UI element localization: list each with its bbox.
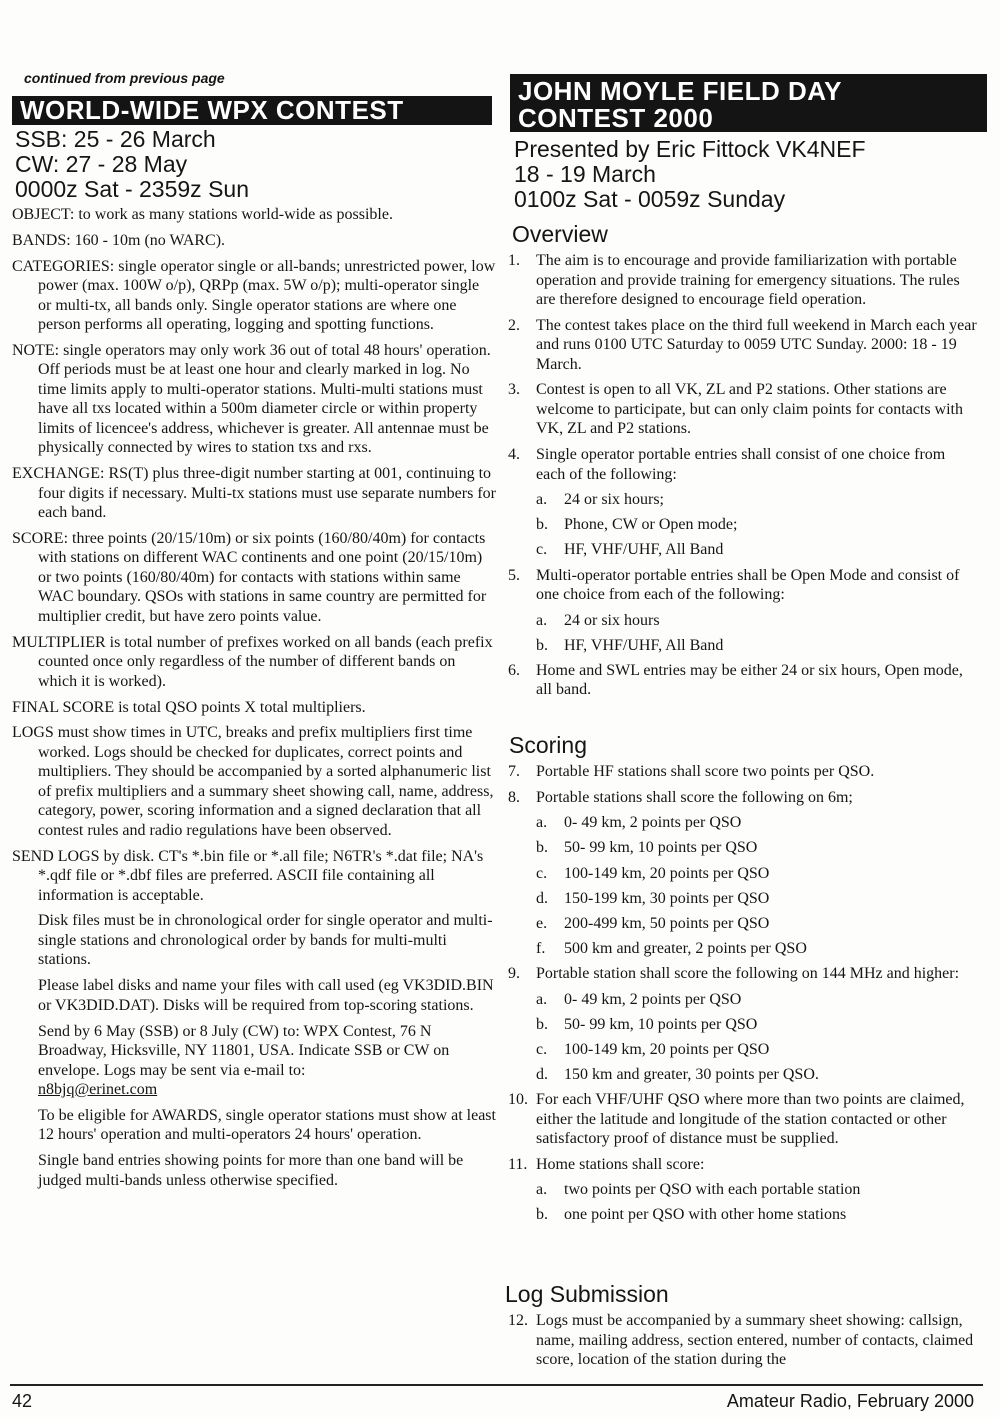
rule-paragraph (12, 464, 496, 523)
section-heading-scoring: Scoring (509, 732, 587, 758)
rule-text: For each VHF/UHF QSO where more than two points are claimed, either the latitude and longitude of the station contacted or other satisfactory proof of distance must be supplied. (536, 1091, 965, 1147)
wpx-contest-dates (15, 127, 249, 202)
wpx-date-line: CW: 27 - 28 May (15, 151, 188, 177)
rule-paragraph-text: NOTE: single operators may only work 36 out of total 48 hours' operation. Off periods must be at least one hour and clearly marked in log. No time limits apply to multi-operator stations. Multi-multi stations must have all txs located within a 500m diameter circle or within property limits of licencee's address, whichever is greater. All antennae must be physically connected by wires to station txs and rxs. (12, 341, 491, 457)
rule-sub-letter: c. (536, 864, 548, 882)
rule-item (508, 964, 978, 984)
rule-sub-letter: a. (536, 491, 548, 509)
rule-number: 3. (508, 381, 520, 399)
rule-paragraph (12, 911, 496, 970)
rule-sub-item (508, 1180, 978, 1200)
rule-paragraph-text: LOGS must show times in UTC, breaks and prefix multipliers first time worked. Logs should be checked for duplicates, correct points and multipliers. They should be accompanied by a sorted alphanumeric list of prefix multipliers and a summary sheet showing call, name, address, category, power, scoring information and a signed declaration that all contest rules and radio regulations have been observed. (12, 724, 494, 839)
rule-number: 11. (508, 1155, 528, 1173)
rule-text: Portable HF stations shall score two points per QSO. (536, 763, 875, 780)
rule-item (508, 380, 978, 439)
rule-sub-item (508, 611, 978, 631)
rule-text: Portable stations shall score the following on 6m; (536, 788, 853, 806)
rule-paragraph-text: SCORE: three points (20/15/10m) or six points (160/80/40m) for contacts with stations on different WAC continents and one point (20/15/10m) or two points (160/80/40m) for contacts with stations within same WAC boundary. QSOs with stations in same country are permitted for multiplier credit, but have zero points value. (12, 529, 487, 625)
rule-sub-item (508, 515, 978, 535)
rule-sub-letter: c. (536, 1040, 548, 1058)
section-heading-overview: Overview (512, 221, 608, 247)
log-submission-list (508, 1311, 978, 1376)
rule-item (508, 661, 978, 700)
rule-sub-letter: a. (536, 1181, 548, 1199)
rule-paragraph (12, 633, 496, 692)
rule-sub-letter: a. (536, 814, 548, 832)
wpx-contest-banner: WORLD-WIDE WPX CONTEST (12, 96, 492, 125)
rule-sub-item (508, 813, 978, 833)
rule-sub-letter: b. (536, 1206, 548, 1224)
rule-sub-letter: b. (536, 839, 548, 857)
rule-sub-text: HF, VHF/UHF, All Band (564, 636, 724, 654)
rule-number: 9. (508, 964, 520, 982)
rule-number: 4. (508, 446, 520, 464)
rule-paragraph-text: CATEGORIES: single operator single or all-bands; unrestricted power, low power (max. 100W o/p), QRPp (max. 5W o/p); multi-operator single or multi-tx, all bands only. Single operator stations are where one person performs all operating, logging and spotting functions. (12, 257, 496, 334)
rule-paragraph (12, 341, 496, 458)
rule-number: 10. (508, 1091, 528, 1108)
rule-text: Home and SWL entries may be either 24 or six hours, Open mode, all band. (536, 661, 963, 699)
rule-paragraph-text: EXCHANGE: RS(T) plus three-digit number starting at 001, continuing to four digits if necessary. Multi-tx stations must use separate numbers for each band. (12, 465, 496, 522)
wpx-rules-body (12, 205, 496, 1196)
rule-text: The contest takes place on the third full weekend in March each year and runs 0100 UTC Saturday to 0059 UTC Sunday. 2000: 18 - 19 March. (536, 316, 977, 373)
rule-sub-item (508, 1065, 978, 1085)
rule-number: 7. (508, 763, 520, 780)
rule-sub-text: 500 km and greater, 2 points per QSO (564, 939, 807, 957)
rule-paragraph-text: BANDS: 160 - 10m (no WARC). (12, 231, 226, 249)
rule-paragraph-text: Single band entries showing points for more than one band will be judged multi-bands unless otherwise specified. (38, 1152, 464, 1189)
rule-sub-text: 24 or six hours; (564, 491, 664, 509)
email-link[interactable]: n8bjq@erinet.com (38, 1081, 158, 1099)
rule-item (508, 445, 978, 484)
rule-sub-text: 50- 99 km, 10 points per QSO (564, 839, 758, 857)
john-moyle-banner (510, 74, 987, 132)
rule-sub-letter: b. (536, 1015, 548, 1033)
rule-sub-letter: c. (536, 541, 548, 559)
publication-credit: Amateur Radio, February 2000 (726, 1391, 974, 1411)
rule-sub-item (508, 1015, 978, 1035)
rule-paragraph (12, 698, 496, 718)
rule-sub-item (508, 838, 978, 858)
rule-number: 1. (508, 252, 520, 269)
rule-sub-item (508, 990, 978, 1010)
rule-sub-letter: d. (536, 1065, 548, 1083)
footer-divider (10, 1384, 983, 1386)
rule-sub-item (508, 914, 978, 934)
rule-text: Logs must be accompanied by a summary sheet showing: callsign, name, mailing address, section entered, number of contacts, claimed score, location of the station during the (536, 1312, 974, 1368)
rule-sub-item (508, 636, 978, 656)
rule-sub-text: HF, VHF/UHF, All Band (564, 541, 724, 559)
rule-paragraph-text: To be eligible for AWARDS, single operator stations must show at least 12 hours' operation and multi-operators 24 hours' operation. (38, 1106, 496, 1144)
rule-sub-letter: f. (536, 939, 546, 957)
rule-text: Home stations shall score: (536, 1155, 705, 1173)
rule-text: The aim is to encourage and provide familiarization with portable operation and provide training for emergency situations. The rules are therefore designed to encourage field operation. (536, 252, 960, 308)
scoring-list (508, 762, 978, 1231)
rule-sub-item (508, 1205, 978, 1225)
rule-sub-text: 150-199 km, 30 points per QSO (564, 889, 770, 907)
rule-item (508, 788, 978, 808)
rule-paragraph-text: Disk files must be in chronological order for single operator and multi-single stations and chronological order by bands for multi-multi stations. (38, 912, 493, 969)
rule-item (508, 762, 978, 782)
rule-sub-item (508, 864, 978, 884)
rule-sub-item (508, 889, 978, 909)
rule-item (508, 251, 978, 310)
rule-sub-text: 100-149 km, 20 points per QSO (564, 1040, 770, 1058)
rule-text: Single operator portable entries shall consist of one choice from each of the following: (536, 446, 946, 483)
rule-sub-text: two points per QSO with each portable station (564, 1181, 861, 1199)
rule-paragraph (12, 1022, 496, 1100)
rule-sub-text: 50- 99 km, 10 points per QSO (564, 1015, 758, 1033)
rule-paragraph-text: MULTIPLIER is total number of prefixes worked on all bands (each prefix counted once only regardless of the number of different bands on which it is worked). (12, 633, 493, 690)
rule-text: Multi-operator portable entries shall be Open Mode and consist of one choice from each of the following: (536, 566, 960, 604)
john-moyle-presenter: Presented by Eric Fittock VK4NEF (514, 136, 866, 162)
rule-paragraph (12, 847, 496, 906)
rule-sub-text: 150 km and greater, 30 points per QSO. (564, 1065, 819, 1083)
rule-paragraph-text: FINAL SCORE is total QSO points X total multipliers. (12, 698, 366, 716)
john-moyle-times: 0100z Sat - 0059z Sunday (514, 186, 786, 212)
rule-sub-item (508, 1040, 978, 1060)
rule-sub-item (508, 939, 978, 959)
rule-sub-text: 0- 49 km, 2 points per QSO (564, 814, 742, 832)
rule-sub-letter: a. (536, 990, 548, 1008)
rule-number: 2. (508, 316, 520, 334)
rule-sub-text: 100-149 km, 20 points per QSO (564, 864, 770, 882)
rule-sub-letter: a. (536, 611, 548, 629)
continued-note: continued from previous page (24, 70, 225, 86)
rule-item (508, 566, 978, 605)
rule-text: Portable station shall score the following on 144 MHz and higher: (536, 964, 960, 982)
rule-text: Contest is open to all VK, ZL and P2 stations. Other stations are welcome to participate, but can only claim points for contacts with VK, ZL and P2 stations. (536, 381, 963, 438)
rule-sub-letter: b. (536, 636, 548, 654)
rule-sub-letter: b. (536, 516, 548, 534)
rule-sub-item (508, 490, 978, 510)
rule-number: 8. (508, 788, 520, 806)
rule-item (508, 1311, 978, 1370)
rule-paragraph-text: SEND LOGS by disk. CT's *.bin file or *.all file; N6TR's *.dat file; NA's *.qdf file or *.dbf files are preferred. ASCII file containing all information is acceptable. (12, 847, 484, 904)
overview-list (508, 251, 978, 706)
rule-sub-text: one point per QSO with other home stations (564, 1206, 847, 1224)
rule-item (508, 316, 978, 375)
john-moyle-banner-line: JOHN MOYLE FIELD DAY (518, 76, 842, 106)
john-moyle-banner-line: CONTEST 2000 (518, 103, 714, 133)
rule-sub-text: 24 or six hours (564, 611, 660, 629)
rule-number: 12. (508, 1312, 528, 1329)
rule-sub-letter: e. (536, 914, 548, 932)
rule-sub-text: 0- 49 km, 2 points per QSO (564, 990, 742, 1008)
rule-paragraph (12, 529, 496, 627)
rule-number: 6. (508, 661, 520, 679)
rule-paragraph (12, 1106, 496, 1145)
rule-paragraph-text: OBJECT: to work as many stations world-wide as possible. (12, 206, 393, 223)
rule-paragraph (12, 205, 496, 225)
john-moyle-header (514, 137, 866, 212)
john-moyle-dates: 18 - 19 March (514, 161, 656, 187)
rule-paragraph (12, 257, 496, 335)
page-number: 42 (12, 1391, 33, 1411)
rule-sub-letter: d. (536, 889, 548, 907)
section-heading-log-submission: Log Submission (505, 1281, 669, 1307)
rule-item (508, 1090, 978, 1149)
rule-sub-text: 200-499 km, 50 points per QSO (564, 914, 770, 932)
rule-sub-text: Phone, CW or Open mode; (564, 516, 738, 534)
wpx-date-line: 0000z Sat - 2359z Sun (15, 176, 249, 202)
rule-number: 5. (508, 566, 520, 584)
rule-paragraph-text: Please label disks and name your files with call used (eg VK3DID.BIN or VK3DID.DAT). Disks will be required from top-scoring stations. (38, 977, 494, 1014)
rule-sub-item (508, 540, 978, 560)
rule-paragraph (12, 231, 496, 251)
wpx-date-line: SSB: 25 - 26 March (15, 126, 216, 152)
rule-paragraph (12, 1151, 496, 1190)
rule-item (508, 1155, 978, 1175)
rule-paragraph (12, 723, 496, 840)
rule-paragraph (12, 976, 496, 1015)
rule-paragraph-text: Send by 6 May (SSB) or 8 July (CW) to: WPX Contest, 76 N Broadway, Hicksville, NY 11801, USA. Indicate SSB or CW on envelope. Logs may be sent via e-mail to: (38, 1022, 450, 1079)
